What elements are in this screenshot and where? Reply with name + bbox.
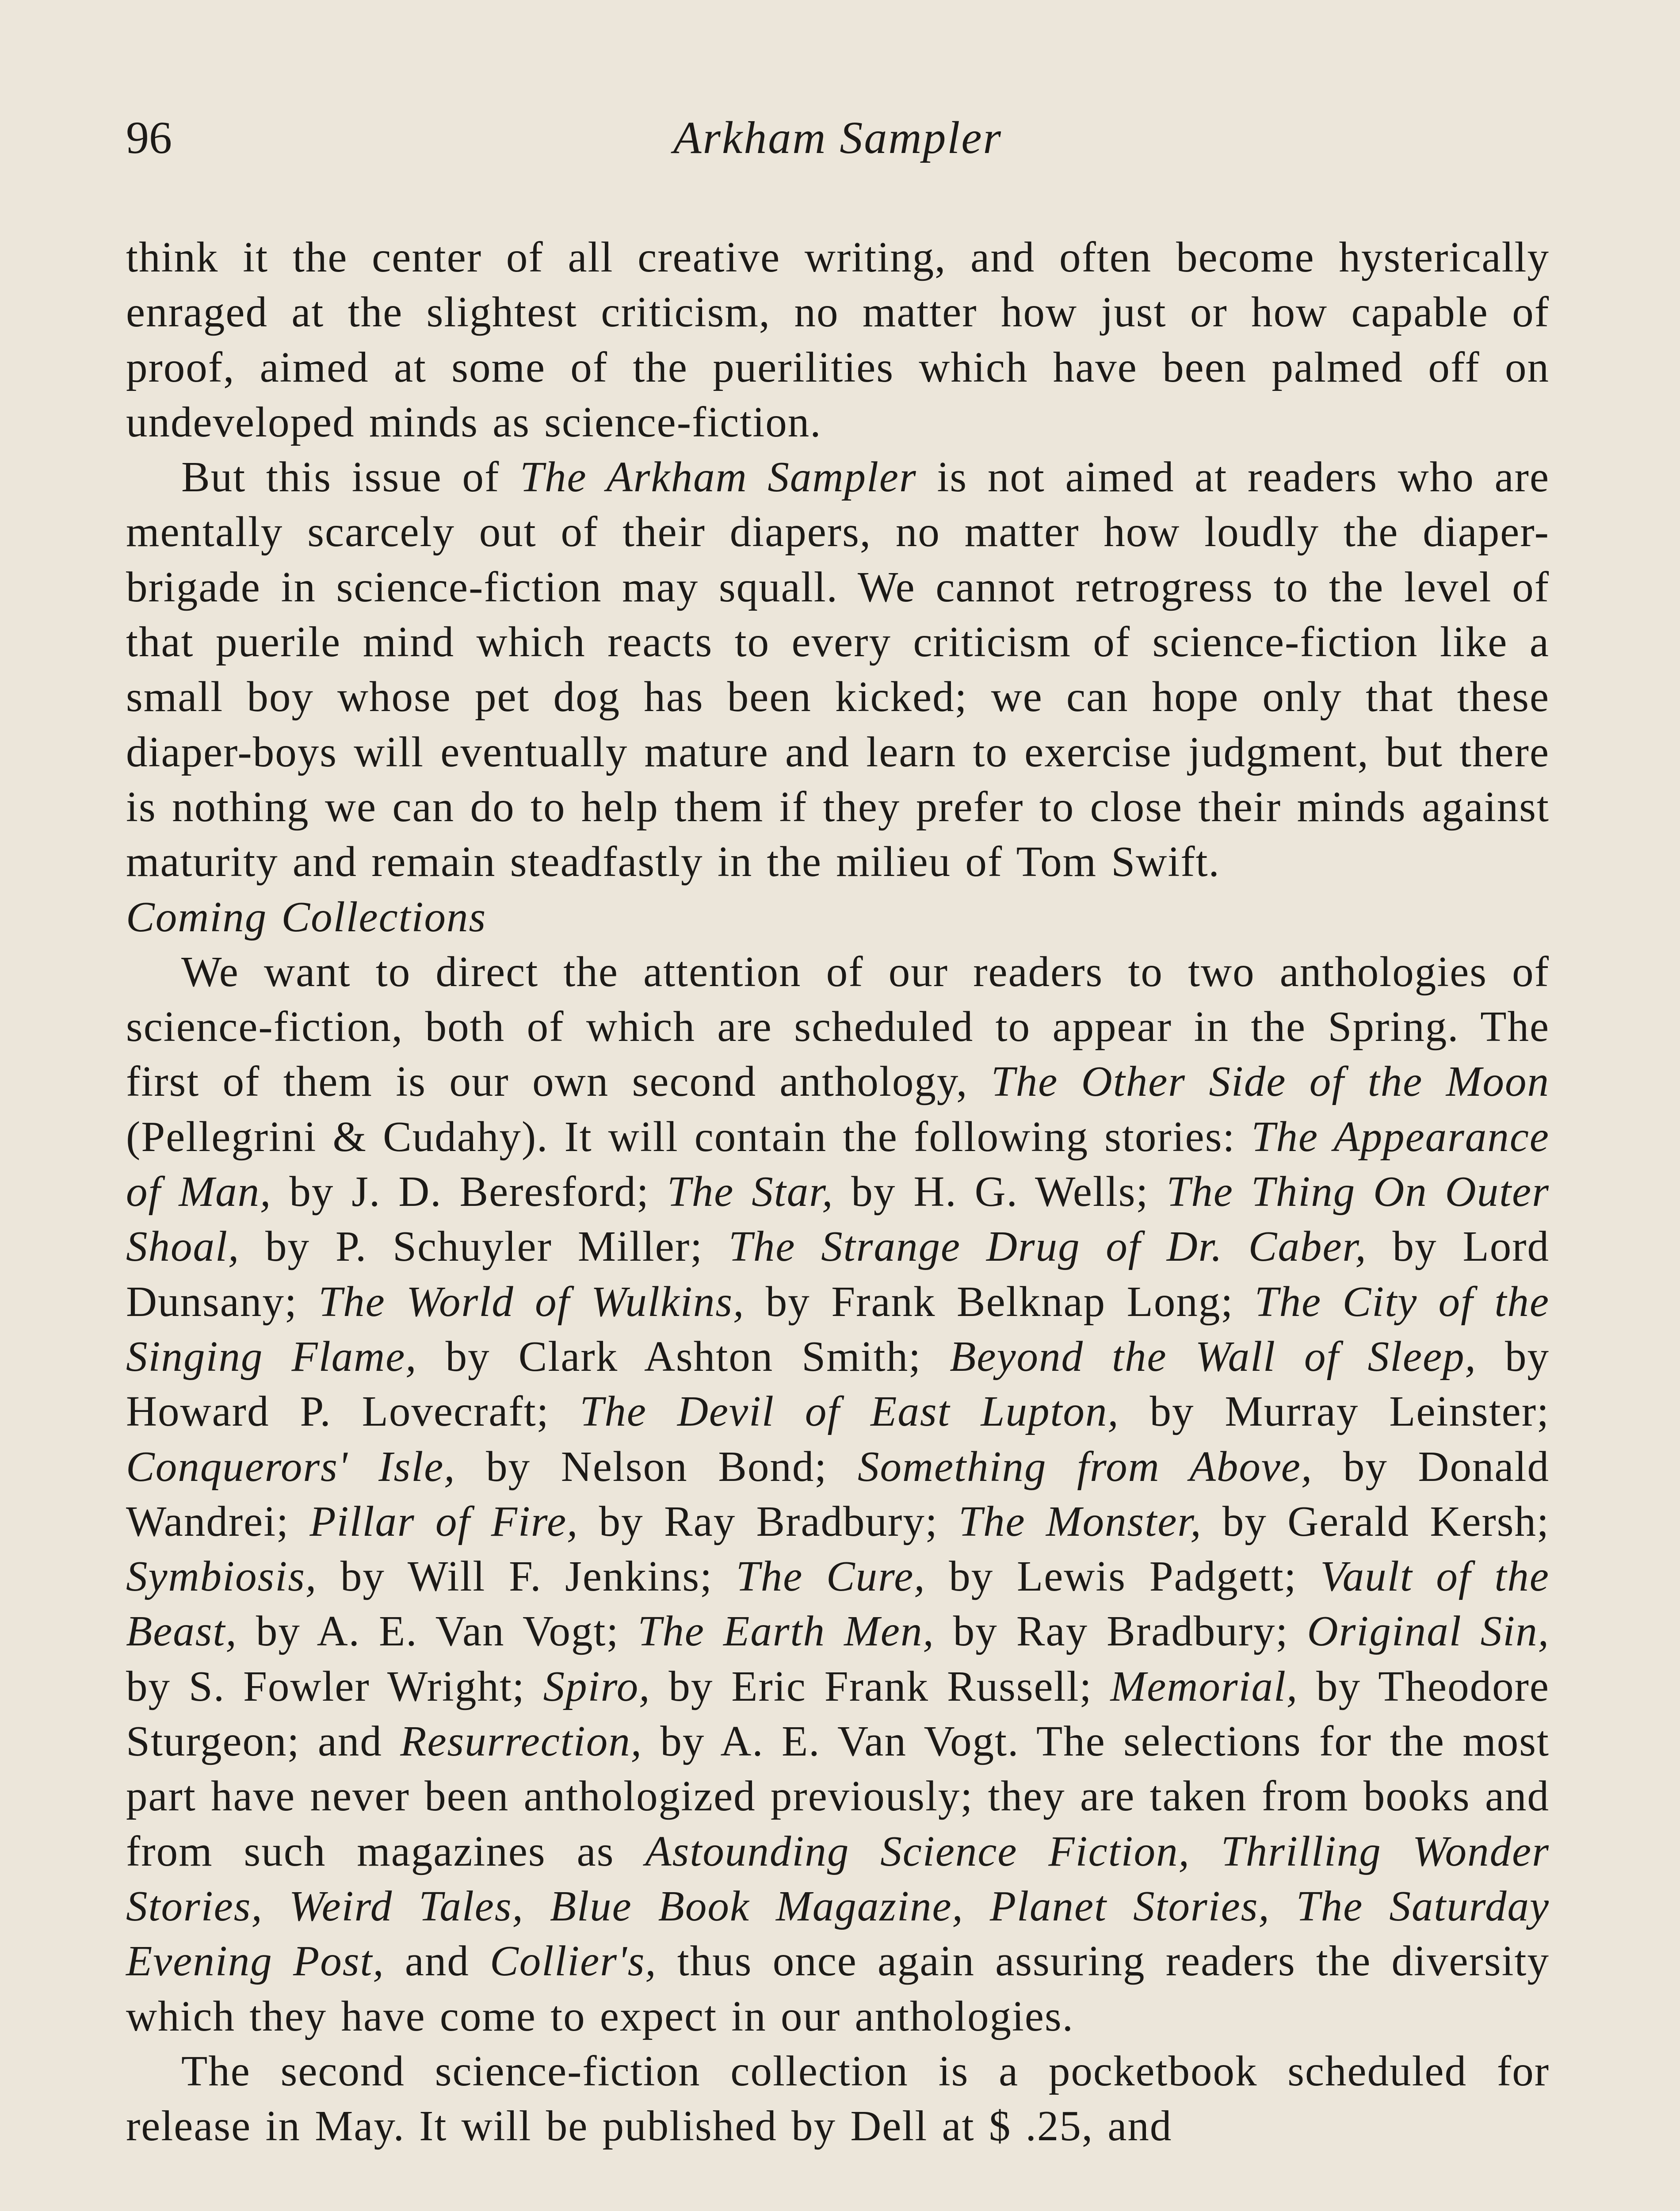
section-heading — [126, 890, 1550, 945]
text-run: thus once again assuring readers the diversity which they have come to expect in our anthologies. — [126, 1937, 1550, 2040]
italic-text: Symbiosis, — [126, 1553, 317, 1600]
italic-text: Memorial, — [1110, 1662, 1298, 1710]
text-run: by Eric Frank Russell; — [650, 1662, 1111, 1710]
italic-text: Vault of the Beast, — [126, 1553, 1550, 1655]
paragraph — [126, 450, 1550, 889]
text-run: by Gerald Kersh; — [1202, 1497, 1550, 1545]
text-run: think it the center of all creative writing, and often become hysterically enraged at the slightest criticism, no matter how just or how capable of proof, aimed at some of the puerilities which have been palmed off on undeveloped minds as science-fiction. — [126, 233, 1550, 446]
italic-text: Collier's, — [490, 1937, 657, 1985]
italic-text: The Devil of East Lupton, — [580, 1388, 1119, 1435]
italic-text: Conquerors' Isle, — [126, 1442, 456, 1490]
text-run: by Clark Ashton Smith; — [417, 1332, 950, 1380]
text-run: by Howard P. Lovecraft; — [126, 1332, 1550, 1435]
text-run: and — [384, 1937, 490, 1985]
italic-text: Spiro, — [543, 1662, 651, 1710]
italic-text: The World of Wulkins, — [318, 1278, 745, 1325]
page-header — [126, 106, 1550, 172]
paragraph — [126, 945, 1550, 2044]
text-run: by H. G. Wells; — [833, 1168, 1167, 1216]
italic-text: The Strange Drug of Dr. Caber, — [728, 1223, 1367, 1270]
text-run: by S. Fowler Wright; — [126, 1662, 543, 1710]
italic-text: Coming Collections — [126, 893, 487, 941]
text-run: by Ray Bradbury; — [578, 1497, 959, 1545]
text-run: is not aimed at readers who are mentally scarcely out of their diapers, no matter how loudly the diaper-brigade in science-fiction may squall. We cannot retrogress to the level of that puerile mind which reacts to every criticism of science-fiction like a small boy whose pet dog has been kicked; we can hope only that these diaper-boys will eventually mature and learn to exercise judgment, but there is nothing we can do to help them if they prefer to close their minds against maturity and remain steadfastly in the milieu of Tom Swift. — [126, 453, 1550, 886]
italic-text: The Appearance of Man, — [126, 1113, 1550, 1216]
italic-text: Pillar of Fire, — [309, 1497, 579, 1545]
text-run: by Theodore Sturgeon; and — [126, 1662, 1550, 1765]
page-number: 96 — [126, 112, 172, 163]
text-run: by Murray Leinster; — [1119, 1388, 1550, 1435]
body-text — [126, 230, 1550, 2154]
italic-text: The Monster, — [958, 1497, 1202, 1545]
italic-text: The Earth Men, — [638, 1607, 935, 1655]
text-run: (Pellegrini & Cudahy). It will contain the following stories: — [126, 1113, 1252, 1160]
paragraph — [126, 230, 1550, 450]
text-run: We want to direct the attention of our readers to two anthologies of science-fiction, both of which are scheduled to appear in the Spring. The first of them is our own second anthology, — [126, 948, 1550, 1106]
running-title: Arkham Sampler — [673, 112, 1002, 163]
italic-text: The Cure, — [736, 1553, 926, 1600]
text-run: by Ray Bradbury; — [934, 1607, 1307, 1655]
paragraph — [126, 2044, 1550, 2154]
text-run: But this issue of — [181, 453, 520, 501]
text-run: by Donald Wandrei; — [126, 1442, 1550, 1545]
text-run: by Lord Dunsany; — [126, 1223, 1550, 1325]
text-run: by A. E. Van Vogt. The selections for the most part have never been anthologized previously; they are taken from books and from such magazines as — [126, 1718, 1550, 1875]
italic-text: The Star, — [667, 1168, 834, 1216]
text-run: by Lewis Padgett; — [925, 1553, 1321, 1600]
italic-text: The Other Side of the Moon — [991, 1058, 1550, 1106]
text-run: The second science-fiction collection is a pocketbook scheduled for release in May. It will be published by Dell at $ .25, and — [126, 2047, 1550, 2150]
text-run: by Will F. Jenkins; — [317, 1553, 736, 1600]
text-run: by A. E. Van Vogt; — [237, 1607, 638, 1655]
text-run: by J. D. Beresford; — [271, 1168, 667, 1216]
italic-text: Astounding Science Fiction, Thrilling Wonder Stories, Weird Tales, Blue Book Magazine, Planet Stories, The Saturday Evening Post, — [126, 1827, 1550, 1985]
text-run: by P. Schuyler Miller; — [240, 1223, 729, 1270]
italic-text: Something from Above, — [857, 1442, 1313, 1490]
text-run: by Nelson Bond; — [455, 1442, 858, 1490]
italic-text: The City of the Singing Flame, — [126, 1278, 1550, 1380]
italic-text: Resurrection, — [400, 1718, 642, 1765]
text-run: by Frank Belknap Long; — [745, 1278, 1255, 1325]
italic-text: The Arkham Sampler — [520, 453, 917, 501]
italic-text: Original Sin, — [1307, 1607, 1550, 1655]
italic-text: The Thing On Outer Shoal, — [126, 1168, 1550, 1270]
italic-text: Beyond the Wall of Sleep, — [950, 1332, 1477, 1380]
